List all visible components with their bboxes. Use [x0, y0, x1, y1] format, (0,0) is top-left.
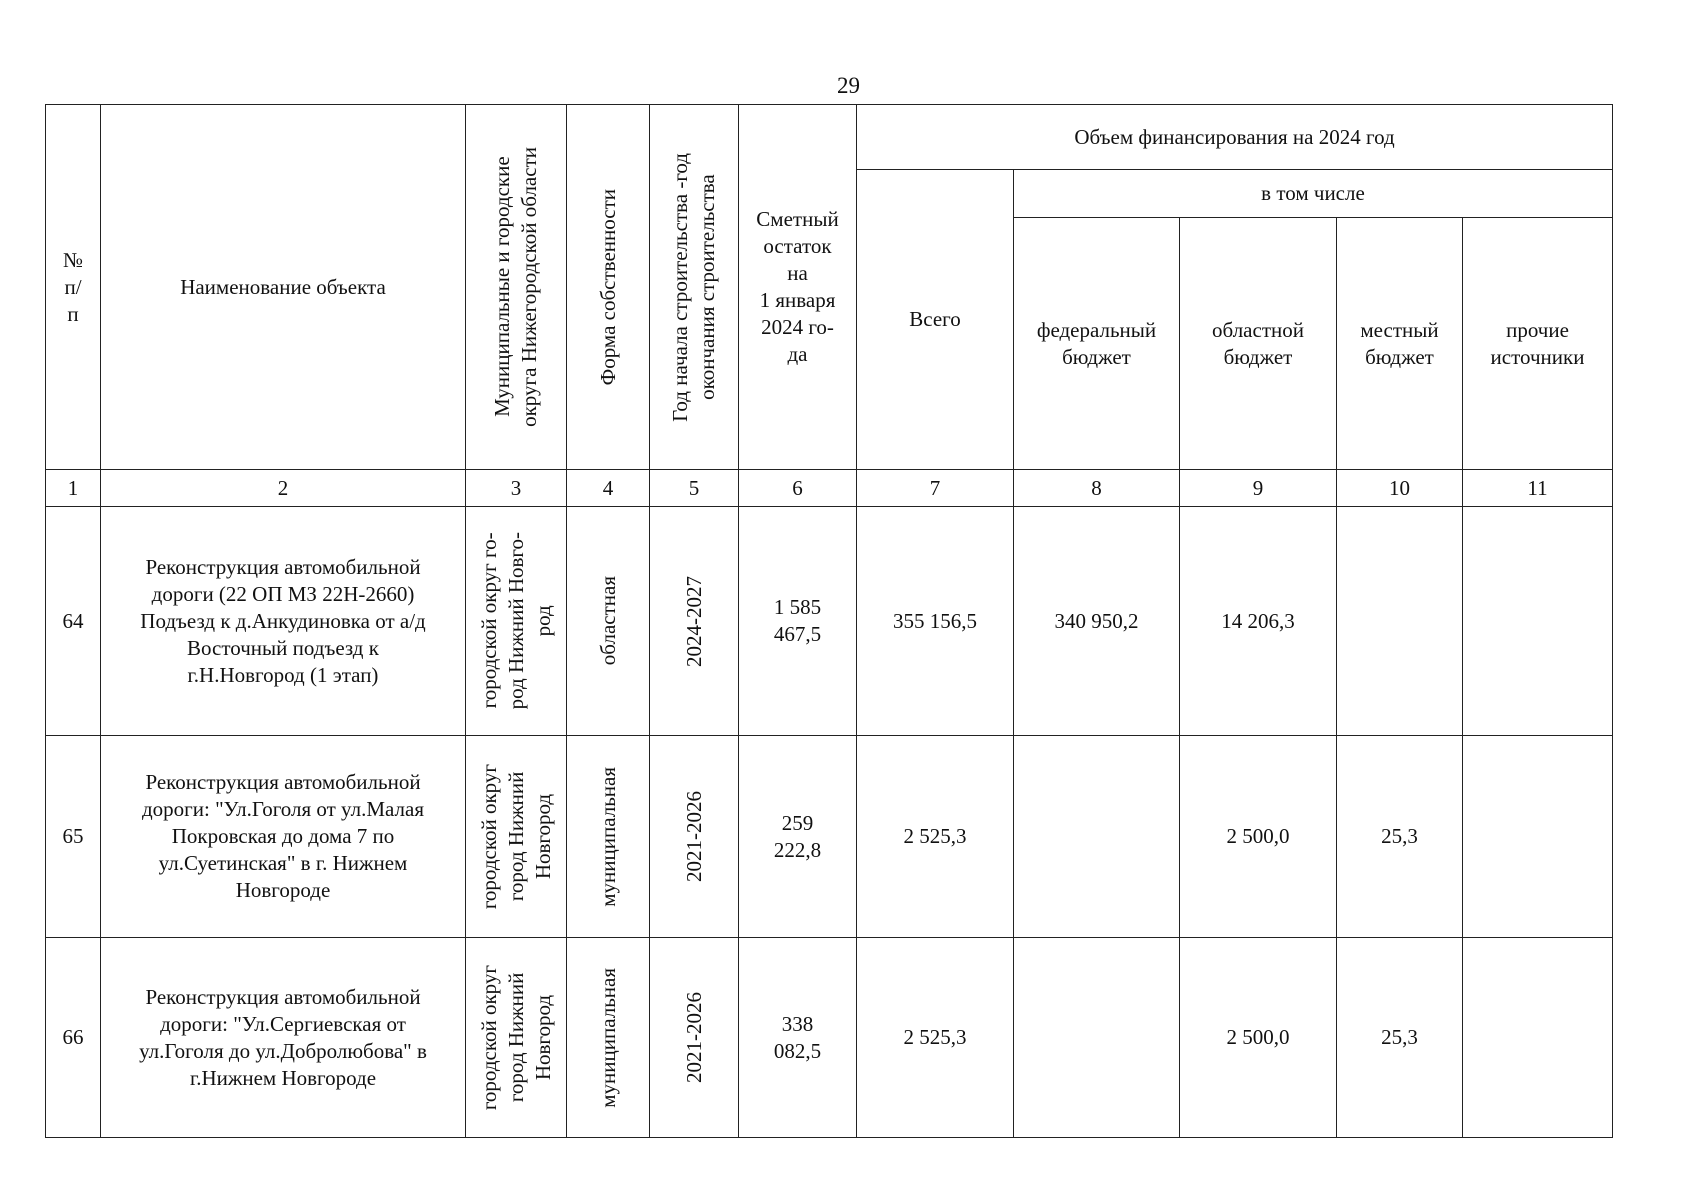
header-federal-line: бюджет [1062, 344, 1131, 369]
header-estimate-line: остаток [763, 234, 832, 258]
row-years-text: 2021-2026 [681, 791, 706, 882]
row-estimate [739, 507, 857, 736]
row-estimate-line: 467,5 [773, 622, 822, 646]
row-municipal [466, 938, 567, 1138]
header-years-text [667, 153, 721, 422]
header-estimate-line: на [787, 261, 808, 285]
header-years-line: окончания строительства [695, 174, 719, 400]
row-other [1463, 507, 1613, 736]
header-municipal-line: округа Нижегородской области [517, 147, 541, 427]
row-total: 2 525,3 [857, 736, 1014, 938]
row-municipal-text [476, 532, 557, 709]
row-name-line: ул.Суетинская" в г. Нижнем [158, 851, 408, 875]
header-local [1337, 218, 1463, 470]
row-years-text: 2024-2027 [681, 575, 706, 667]
row-municipal-line: Новгород [530, 994, 555, 1081]
header-row-1 [46, 105, 1613, 170]
row-municipal-text [476, 764, 557, 909]
row-municipal [466, 507, 567, 736]
header-federal [1014, 218, 1180, 470]
header-regional-line: бюджет [1223, 344, 1293, 369]
row-name-line: Реконструкция автомобильной [145, 770, 421, 794]
row-name-line: дороги: "Ул.Гоголя от ул.Малая [141, 797, 424, 821]
row-total: 2 525,3 [857, 938, 1014, 1138]
header-ownership [567, 105, 650, 470]
header-num-line: п/ [64, 274, 82, 299]
header-other-line: прочие [1506, 317, 1569, 342]
header-other-line: источники [1490, 344, 1585, 369]
row-years [650, 938, 739, 1138]
row-num: 66 [46, 938, 101, 1138]
row-local: 25,3 [1337, 938, 1463, 1138]
header-estimate [739, 105, 857, 470]
row-regional: 2 500,0 [1180, 938, 1337, 1138]
row-ownership-text: муниципальная [595, 967, 620, 1108]
column-number: 9 [1180, 470, 1337, 507]
row-municipal-line: городской округ [476, 964, 501, 1111]
header-ownership-text: Форма собственности [595, 188, 620, 386]
row-name-line: Подъезд к д.Анкудиновка от а/д [140, 608, 426, 633]
header-local-line: бюджет [1365, 344, 1434, 369]
row-municipal-line: город Нижний [503, 972, 528, 1103]
table-row [46, 736, 1613, 938]
row-municipal-line: род [530, 605, 555, 637]
row-municipal-text [476, 965, 557, 1110]
row-name-line: г.Нижнем Новгороде [189, 1065, 377, 1090]
header-estimate-line: Сметный [756, 207, 839, 231]
header-municipal-text [489, 147, 543, 427]
row-name-line: г.Н.Новгород (1 этап) [187, 662, 379, 687]
header-other [1463, 218, 1613, 470]
row-num: 64 [46, 507, 101, 736]
row-regional: 2 500,0 [1180, 736, 1337, 938]
column-number: 4 [567, 470, 650, 507]
row-name-line: Реконструкция автомобильной [145, 984, 421, 1009]
header-estimate-line: да [787, 342, 808, 366]
header-years [650, 105, 739, 470]
column-number: 2 [101, 470, 466, 507]
header-including: в том числе [1014, 170, 1613, 218]
row-federal: 340 950,2 [1014, 507, 1180, 736]
row-name [101, 736, 466, 938]
table-row [46, 507, 1613, 736]
header-num [46, 105, 101, 470]
row-ownership [567, 938, 650, 1138]
table-row [46, 938, 1613, 1138]
header-federal-line: федеральный [1036, 317, 1157, 342]
column-number: 7 [857, 470, 1014, 507]
row-municipal-line: город Нижний [503, 771, 528, 902]
row-ownership-text: областная [595, 576, 620, 666]
row-name [101, 938, 466, 1138]
header-regional-line: областной [1212, 317, 1304, 342]
row-municipal-line: Новгород [530, 793, 555, 880]
header-regional [1180, 218, 1337, 470]
column-number: 1 [46, 470, 101, 507]
row-name-line: Восточный подъезд к [187, 635, 379, 660]
row-ownership [567, 736, 650, 938]
row-num: 65 [46, 736, 101, 938]
column-number: 8 [1014, 470, 1180, 507]
row-estimate-line: 338 [781, 1011, 814, 1036]
row-name-line: Новгороде [235, 878, 331, 902]
financing-table [45, 104, 1613, 1138]
row-estimate [739, 736, 857, 938]
page-number: 29 [837, 73, 860, 98]
column-number: 5 [650, 470, 739, 507]
column-number: 6 [739, 470, 857, 507]
header-years-line: Год начала строительства -год [668, 152, 692, 422]
row-name-line: ул.Гоголя до ул.Добролюбова" в [139, 1038, 427, 1063]
row-ownership-text: муниципальная [595, 766, 620, 907]
row-name-line: дороги: "Ул.Сергиевская от [160, 1011, 406, 1036]
header-num-line: № [62, 247, 84, 272]
row-years [650, 507, 739, 736]
header-municipal-line: Муниципальные и городские [490, 156, 514, 418]
row-estimate-line: 222,8 [773, 837, 822, 862]
column-number: 11 [1463, 470, 1613, 507]
row-federal [1014, 736, 1180, 938]
row-federal [1014, 938, 1180, 1138]
row-years-text: 2021-2026 [681, 992, 706, 1083]
row-total: 355 156,5 [857, 507, 1014, 736]
row-name-line: Покровская до дома 7 по [171, 824, 395, 848]
row-ownership [567, 507, 650, 736]
header-total: Всего [857, 170, 1014, 470]
column-number-row [46, 470, 1613, 507]
header-estimate-line: 1 января [759, 288, 836, 312]
row-municipal-line: городской округ го- [476, 533, 501, 709]
row-municipal-line: род Нижний Новго- [503, 532, 528, 710]
row-name-line: Реконструкция автомобильной [145, 554, 421, 579]
row-estimate-line: 082,5 [773, 1038, 822, 1063]
row-regional: 14 206,3 [1180, 507, 1337, 736]
row-estimate-line: 259 [781, 810, 814, 835]
row-other [1463, 736, 1613, 938]
header-num-line: п [67, 301, 79, 326]
row-municipal-line: городской округ [476, 763, 501, 910]
row-municipal [466, 736, 567, 938]
header-estimate-line: 2024 го- [761, 315, 834, 339]
row-years [650, 736, 739, 938]
header-municipal [466, 105, 567, 470]
row-local: 25,3 [1337, 736, 1463, 938]
row-name [101, 507, 466, 736]
column-number: 3 [466, 470, 567, 507]
column-number: 10 [1337, 470, 1463, 507]
row-name-line: дороги (22 ОП МЗ 22Н-2660) [151, 581, 415, 606]
row-estimate [739, 938, 857, 1138]
header-funding-group: Объем финансирования на 2024 год [857, 105, 1613, 170]
row-estimate-line: 1 585 [773, 595, 822, 619]
row-local [1337, 507, 1463, 736]
header-local-line: местный [1360, 317, 1439, 342]
row-other [1463, 938, 1613, 1138]
header-name: Наименование объекта [101, 105, 466, 470]
